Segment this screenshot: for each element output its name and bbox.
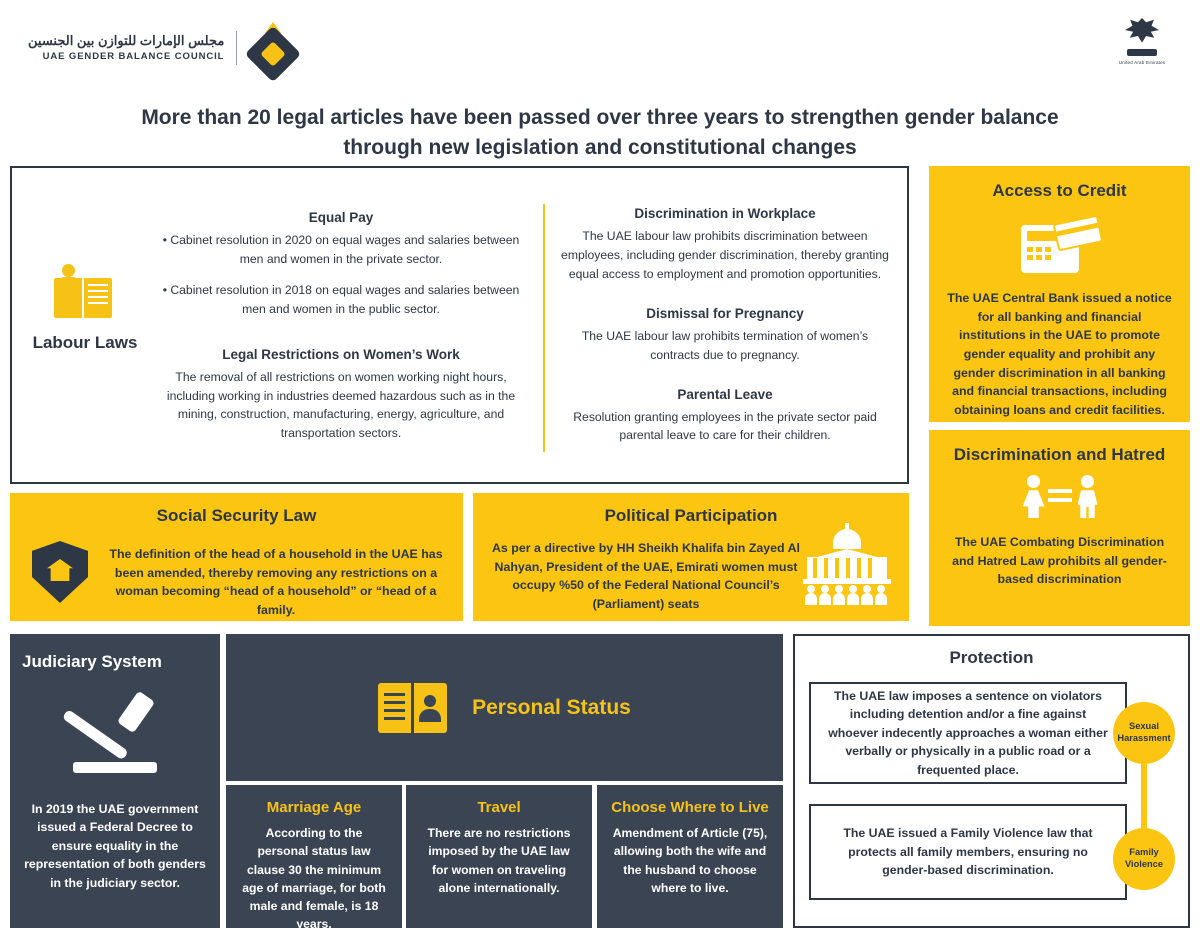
- discrimination-hatred-card: [929, 430, 1190, 626]
- access-to-credit-title: Access to Credit: [992, 181, 1127, 200]
- bubble-connector: [1141, 762, 1147, 830]
- uae-emblem: [1114, 18, 1170, 65]
- workplace-discrimination-title: Discrimination in Workplace: [634, 206, 816, 221]
- social-security-body: The definition of the head of a household in the UAE has been amended, thereby removing any restrictions on a woman becoming “head of a household” or “head of a family.: [109, 547, 443, 617]
- page-title: More than 20 legal articles have been passed over three years to strengthen gender balance through new legislation and constitutional changes: [141, 106, 1059, 160]
- shield-house-icon: [32, 541, 88, 603]
- labour-laws-title: Labour Laws: [32, 333, 138, 352]
- labour-column-left: [152, 210, 530, 443]
- personal-status-column-travel: [406, 785, 592, 928]
- political-participation-body: As per a directive by HH Sheikh Khalifa bin Zayed Al Nahyan, President of the UAE, Emirati women must occupy %50 of the Federal National Council’s (Parliament) seats: [491, 541, 801, 611]
- logo-arabic-text: مجلس الإمارات للتوازن بين الجنسين: [28, 32, 225, 48]
- labour-column-right: [557, 206, 893, 445]
- sexual-harassment-badge: Sexual Harassment: [1113, 702, 1175, 764]
- travel-title: Travel: [477, 799, 521, 816]
- travel-body: There are no restrictions imposed by the UAE law for women on traveling alone internationally.: [427, 826, 571, 895]
- column-divider: [543, 204, 545, 452]
- credit-card-machine-icon: [1015, 215, 1105, 277]
- personal-status-title: Personal Status: [472, 695, 631, 719]
- judiciary-system-card: [10, 634, 220, 928]
- logo-english-text: UAE GENDER BALANCE COUNCIL: [42, 51, 225, 63]
- gavel-icon: [55, 702, 175, 782]
- marriage-age-body: According to the personal status law clause 30 the minimum age of marriage, for both male and female, is 18 years.: [242, 826, 386, 932]
- social-security-card: [10, 493, 463, 621]
- protection-box-family-violence: The UAE issued a Family Violence law that protects all family members, ensuring no gender-based discrimination.: [809, 804, 1127, 900]
- labour-laws-panel: [10, 166, 909, 484]
- choose-where-to-live-title: Choose Where to Live: [611, 799, 769, 816]
- social-security-title: Social Security Law: [156, 506, 317, 525]
- gender-equality-icon: [1015, 475, 1105, 523]
- parental-leave-body: Resolution granting employees in the private sector paid parental leave to care for their children.: [573, 409, 877, 443]
- access-to-credit-card: [929, 166, 1190, 422]
- discrimination-hatred-title: Discrimination and Hatred: [953, 445, 1166, 464]
- dismissal-pregnancy-title: Dismissal for Pregnancy: [646, 305, 804, 321]
- emblem-caption: United Arab Emirates: [1118, 60, 1166, 65]
- equal-pay-title: Equal Pay: [308, 210, 374, 225]
- protection-box-harassment: The UAE law imposes a sentence on violators including detention and/or a fine against whoever indecently approaches a woman either verbally or physically in a public road or a frequented place.: [809, 682, 1127, 784]
- workplace-discrimination-body: The UAE labour law prohibits discrimination between employees, including gender discrimination, thereby granting equal access to employment and promotion opportunities.: [561, 229, 889, 281]
- diamond-logo-icon: [249, 22, 297, 74]
- personal-status-header: [226, 634, 783, 781]
- access-to-credit-body: The UAE Central Bank issued a notice for all banking and financial institutions in the UAE to promote gender equality and prohibit any gender discrimination in all banking and financial transactions, including obtaining loans and credit facilities.: [947, 291, 1172, 417]
- judiciary-title: Judiciary System: [22, 652, 162, 671]
- political-participation-card: [473, 493, 909, 621]
- gender-balance-council-logo: [28, 22, 297, 74]
- judiciary-body: In 2019 the UAE government issued a Federal Decree to ensure equality in the representation of both genders in the judiciary sector.: [24, 802, 206, 890]
- choose-where-to-live-body: Amendment of Article (75), allowing both the wife and the husband to choose where to live.: [612, 826, 768, 895]
- marriage-age-title: Marriage Age: [266, 799, 362, 816]
- protection-card: [793, 634, 1190, 928]
- political-participation-title: Political Participation: [604, 506, 778, 525]
- parental-leave-title: Parental Leave: [677, 386, 773, 402]
- equal-pay-bullet-1: • Cabinet resolution in 2020 on equal wages and salaries between men and women in the private sector.: [162, 233, 520, 266]
- family-violence-badge: Family Violence: [1113, 828, 1175, 890]
- personal-status-column-choose-where-to-live: [597, 785, 783, 928]
- labour-laws-heading: [30, 264, 140, 353]
- personal-status-column-marriage-age: [226, 785, 402, 932]
- dismissal-pregnancy-body: The UAE labour law prohibits termination of women’s contracts due to pregnancy.: [581, 328, 869, 362]
- equal-pay-bullet-2: • Cabinet resolution in 2018 on equal wages and salaries between men and women in the public sector.: [162, 282, 520, 316]
- parliament-building-icon: [799, 529, 895, 605]
- discrimination-hatred-body: The UAE Combating Discrimination and Hatred Law prohibits all gender-based discrimination: [952, 535, 1167, 587]
- book-person-icon: [54, 264, 116, 320]
- logo-divider: [236, 31, 237, 65]
- open-book-person-icon: [378, 679, 450, 737]
- restrictions-title: Legal Restrictions on Women’s Work: [222, 346, 460, 362]
- protection-title: Protection: [949, 648, 1034, 667]
- falcon-icon: [1125, 18, 1159, 58]
- header: [0, 0, 1200, 90]
- restrictions-body: The removal of all restrictions on women working night hours, including working in industries deemed hazardous such as in the mining, construction, manufacturing, energy, agriculture, and transportation sectors.: [166, 369, 516, 441]
